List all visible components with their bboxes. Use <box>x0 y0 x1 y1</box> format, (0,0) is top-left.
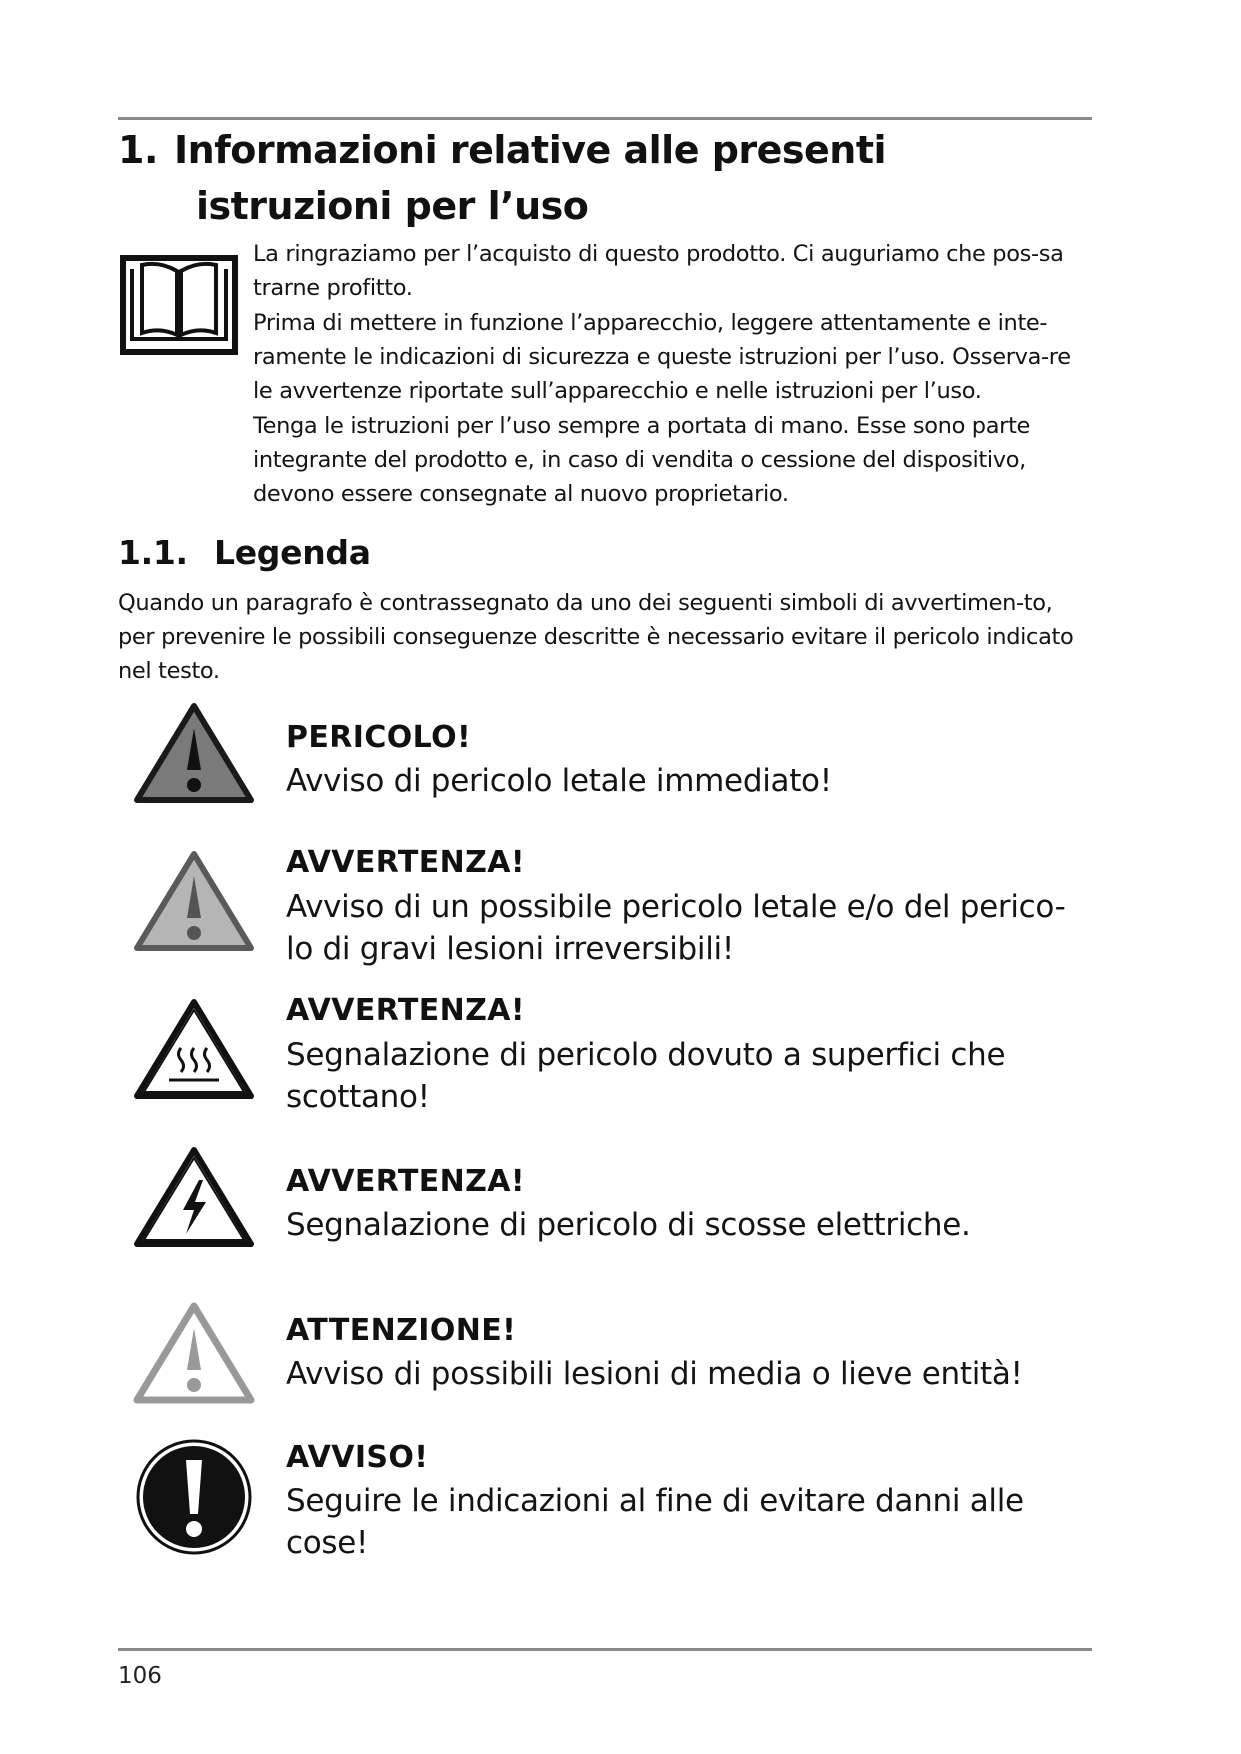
legend-title-hot-surface: AVVERTENZA! <box>286 993 525 1028</box>
legend-title-caution: ATTENZIONE! <box>286 1313 517 1348</box>
legend-description-hot-surface: Segnalazione di pericolo dovuto a superfici che scottano! <box>286 1037 1006 1115</box>
section-number: 1.1. <box>118 533 188 572</box>
page-number: 106 <box>118 1663 162 1689</box>
open-book-icon <box>120 255 238 355</box>
warning-triangle-icon <box>133 848 255 954</box>
section-title: Legenda <box>214 533 371 572</box>
bottom-rule <box>118 1648 1092 1651</box>
intro-paragraph-3: Tenga le istruzioni per l’uso sempre a portata di mano. Esse sono parte integrante del prodotto e, in caso di vendita o cessione del dispositivo, devono essere consegnate al nuovo proprietario. <box>253 413 1031 507</box>
legend-title-electric: AVVERTENZA! <box>286 1164 525 1199</box>
legend-intro-paragraph: Quando un paragrafo è contrassegnato da uno dei seguenti simboli di avvertimen-to, per prevenire le possibili conseguenze descritte è necessario evitare il pericolo indicato nel testo. <box>118 590 1074 684</box>
legend-title-warning: AVVERTENZA! <box>286 845 525 880</box>
legend-description-electric: Segnalazione di pericolo di scosse elettriche. <box>286 1207 971 1243</box>
caution-triangle-icon <box>133 1300 255 1406</box>
chapter-title-line-2: istruzioni per l’uso <box>196 184 589 228</box>
legend-title-notice: AVVISO! <box>286 1440 429 1475</box>
top-rule <box>118 117 1092 120</box>
legend-description-caution: Avviso di possibili lesioni di media o lieve entità! <box>286 1356 1023 1392</box>
legend-description-warning: Avviso di un possibile pericolo letale e/o del perico-lo di gravi lesioni irreversibili! <box>286 889 1066 967</box>
legend-title-danger: PERICOLO! <box>286 720 472 755</box>
intro-paragraph-1: La ringraziamo per l’acquisto di questo prodotto. Ci auguriamo che pos-sa trarne profitto. <box>253 241 1064 301</box>
chapter-number: 1. <box>118 128 158 172</box>
legend-description-danger: Avviso di pericolo letale immediato! <box>286 763 832 799</box>
danger-triangle-icon <box>133 700 255 806</box>
hot-surface-triangle-icon <box>133 996 255 1102</box>
electric-shock-triangle-icon <box>133 1144 255 1250</box>
intro-paragraph-2: Prima di mettere in funzione l’apparecchio, leggere attentamente e inte-ramente le indicazioni di sicurezza e queste istruzioni per l’uso. Osserva-re le avvertenze riportate sull’apparecchio e nelle istruzioni per l’uso. <box>253 310 1071 404</box>
notice-circle-icon <box>133 1438 255 1556</box>
chapter-title-line-1: Informazioni relative alle presenti <box>174 128 887 172</box>
legend-description-notice: Seguire le indicazioni al fine di evitare danni alle cose! <box>286 1483 1024 1561</box>
